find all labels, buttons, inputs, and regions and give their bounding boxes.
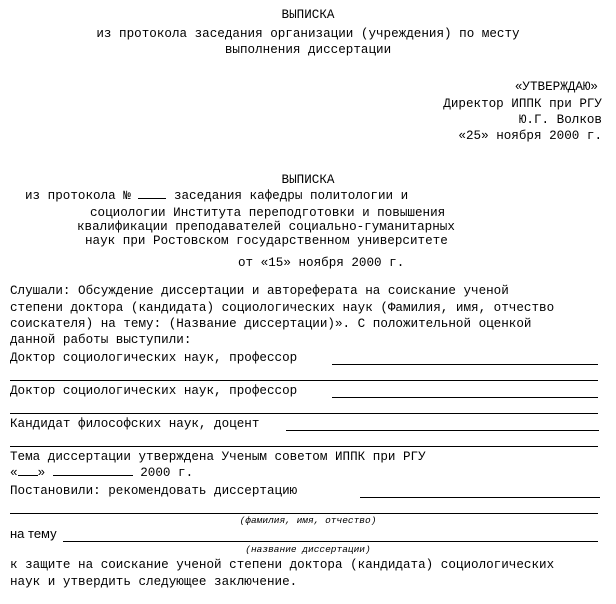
heard-line-4: данной работы выступили:: [10, 333, 192, 347]
closing-line-1: к защите на соискание ученой степени доктора (кандидата) социологических: [10, 558, 555, 572]
extract-date: от «15» ноября 2000 г.: [238, 256, 405, 270]
speaker-3-field-continuation[interactable]: [10, 446, 598, 447]
speaker-3-field[interactable]: [286, 430, 599, 431]
speaker-1-label: Доктор социологических наук, профессор: [10, 351, 298, 365]
protocol-number-field[interactable]: [138, 198, 166, 199]
topic-approved-text: Тема диссертации утверждена Ученым советом ИППК при РГУ: [10, 450, 426, 464]
speaker-1-field[interactable]: [332, 364, 598, 365]
date-open-quote: «: [10, 466, 18, 480]
heard-line-3: соискателя) на тему: (Название диссертации)». С положительной оценкой: [10, 317, 532, 331]
speaker-2-field[interactable]: [332, 397, 598, 398]
caption-full-name: (фамилия, имя, отчество): [239, 515, 377, 526]
document-subtitle-line-2: выполнения диссертации: [224, 43, 392, 57]
topic-year: 2000 г.: [140, 466, 194, 480]
document-title: ВЫПИСКА: [281, 8, 335, 22]
heard-line-1: Слушали: Обсуждение диссертации и автореферата на соискание ученой: [10, 284, 509, 298]
caption-dissertation-title: (название диссертации): [245, 544, 371, 555]
closing-line-2: наук и утвердить следующее заключение.: [10, 575, 298, 589]
extract-line-3: квалификации преподавателей социально-гуманитарных: [77, 220, 455, 234]
approval-stamp: «УТВЕРЖДАЮ»: [514, 80, 598, 94]
approval-name: Ю.Г. Волков: [518, 113, 602, 127]
extract-line-2: социологии Института переподготовки и повышения: [90, 206, 446, 220]
extract-line-4: наук при Ростовском государственном университете: [85, 234, 448, 248]
date-close-quote: »: [37, 466, 46, 480]
topic-approval-date: [10, 466, 193, 480]
topic-month-field[interactable]: [53, 475, 133, 476]
speaker-2-label: Доктор социологических наук, профессор: [10, 384, 298, 398]
topic-day-field[interactable]: [18, 475, 38, 476]
speaker-1-field-continuation[interactable]: [10, 380, 598, 381]
document-subtitle-line-1: из протокола заседания организации (учреждения) по месту: [96, 27, 520, 41]
heard-line-2: степени доктора (кандидата) социологических наук (Фамилия, имя, отчество: [10, 301, 555, 315]
approval-position: Директор ИППК при РГУ: [443, 97, 602, 111]
speaker-2-field-continuation[interactable]: [10, 413, 598, 414]
protocol-number-label: из протокола №: [25, 189, 131, 203]
candidate-name-field[interactable]: [360, 497, 600, 498]
on-topic-label: на тему: [10, 526, 57, 541]
resolved-text: Постановили: рекомендовать диссертацию: [10, 484, 298, 498]
speaker-3-label: Кандидат философских наук, доцент: [10, 417, 260, 431]
approval-date: «25» ноября 2000 г.: [458, 129, 602, 143]
dissertation-title-field[interactable]: [63, 541, 598, 542]
extract-title: ВЫПИСКА: [281, 173, 335, 187]
extract-line-1: [25, 189, 408, 203]
extract-line-1-suffix: заседания кафедры политологии и: [173, 189, 409, 203]
